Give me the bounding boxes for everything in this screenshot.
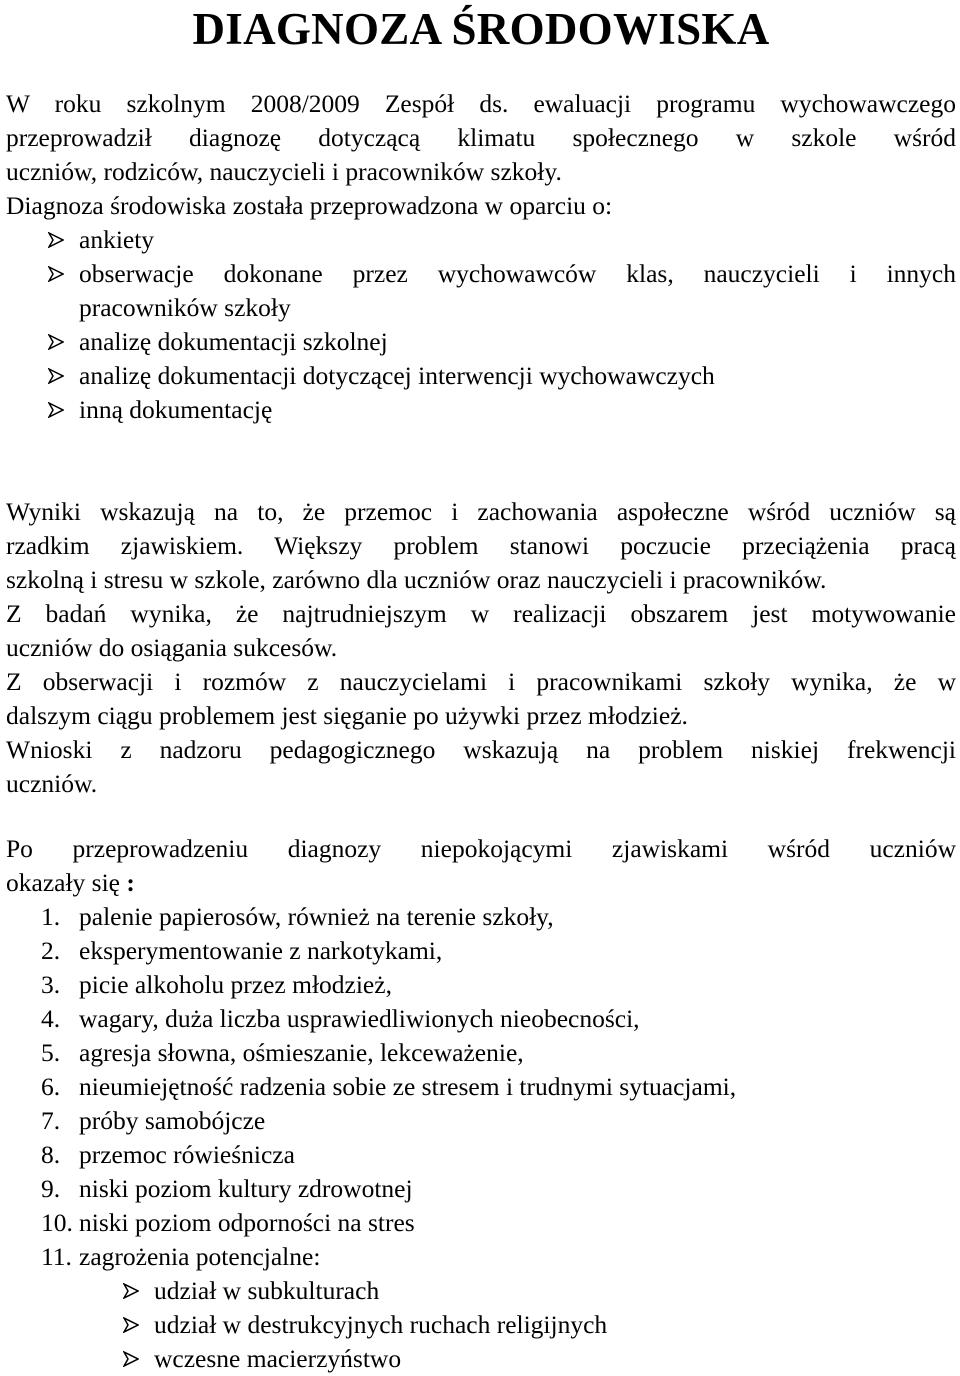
paragraph-line: Z obserwacji i rozmów z nauczycielami i pracownikami szkoły wynika, że w	[6, 667, 956, 696]
intro-section	[6, 87, 956, 427]
arrow-bullet-icon	[48, 266, 64, 282]
paragraph-line: szkolną i stresu w szkole, zarówno dla uczniów oraz nauczycieli i pracowników.	[6, 565, 827, 594]
paragraph-line: Z badań wynika, że najtrudniejszym w realizacji obszarem jest motywowanie	[6, 599, 956, 628]
list-item-text: udział w subkulturach	[154, 1276, 380, 1305]
list-item	[6, 1104, 956, 1138]
list-number: 9.	[41, 1174, 61, 1203]
paragraph-line: uczniów.	[6, 769, 98, 798]
list-item-text: przemoc rówieśnicza	[79, 1140, 295, 1169]
arrow-bullet-icon	[123, 1317, 139, 1333]
conclusion-text: okazały się	[6, 868, 120, 897]
list-item	[6, 1274, 956, 1308]
list-number: 2.	[41, 936, 61, 965]
arrow-bullet-icon	[48, 402, 64, 418]
list-item-text: agresja słowna, ośmieszanie, lekceważenie,	[79, 1038, 524, 1067]
list-item	[6, 934, 956, 968]
list-number: 7.	[41, 1106, 61, 1135]
list-item	[6, 223, 956, 257]
conclusion-colon: :	[120, 868, 135, 897]
arrow-bullet-icon	[48, 368, 64, 384]
arrow-bullet-icon	[123, 1351, 139, 1367]
threats-list	[6, 1274, 956, 1376]
paragraph-line: rzadkim zjawiskiem. Większy problem stanowi poczucie przeciążenia pracą	[6, 531, 956, 560]
intro-line: Diagnoza środowiska została przeprowadzona w oparciu o:	[6, 191, 613, 220]
list-item-text: niski poziom odporności na stres	[79, 1208, 415, 1237]
paragraph-line: dalszym ciągu problemem jest sięganie po używki przez młodzież.	[6, 701, 688, 730]
paragraph-line: uczniów do osiągania sukcesów.	[6, 633, 338, 662]
list-item-text: udział w destrukcyjnych ruchach religijnych	[154, 1310, 608, 1339]
paragraph-line: Wnioski z nadzoru pedagogicznego wskazują na problem niskiej frekwencji	[6, 735, 956, 764]
list-item-text: pracowników szkoły	[79, 293, 291, 322]
arrow-bullet-icon	[123, 1283, 139, 1299]
list-item-text: próby samobójcze	[79, 1106, 266, 1135]
results-section	[6, 495, 956, 801]
list-item-text: zagrożenia potencjalne:	[79, 1242, 321, 1271]
list-item-text: eksperymentowanie z narkotykami,	[79, 936, 443, 965]
list-number: 5.	[41, 1038, 61, 1067]
list-number: 6.	[41, 1072, 61, 1101]
paragraph-line: Po przeprowadzeniu diagnozy niepokojącymi zjawiskami wśród uczniów	[6, 834, 956, 863]
intro-line: W roku szkolnym 2008/2009 Zespół ds. ewaluacji programu wychowawczego	[6, 89, 956, 118]
list-item	[6, 968, 956, 1002]
arrow-bullet-icon	[48, 334, 64, 350]
list-item	[6, 1138, 956, 1172]
list-item-text: analizę dokumentacji szkolnej	[79, 327, 388, 356]
paragraph-line: Wyniki wskazują na to, że przemoc i zachowania aspołeczne wśród uczniów są	[6, 497, 956, 526]
list-item	[6, 1172, 956, 1206]
list-item-text: wagary, duża liczba usprawiedliwionych nieobecności,	[79, 1004, 640, 1033]
arrow-bullet-icon	[48, 232, 64, 248]
conclusion-section	[6, 832, 956, 1376]
list-item	[6, 1070, 956, 1104]
list-item-text: obserwacje dokonane przez wychowawców klas, nauczycieli i innych	[79, 259, 956, 288]
paragraph-line	[6, 866, 956, 900]
list-item	[6, 900, 956, 934]
list-item-text: nieumiejętność radzenia sobie ze stresem i trudnymi sytuacjami,	[79, 1072, 737, 1101]
list-item	[6, 1342, 956, 1376]
list-item-text: niski poziom kultury zdrowotnej	[79, 1174, 413, 1203]
list-item	[6, 1206, 956, 1240]
list-number: 1.	[41, 902, 61, 931]
list-item	[6, 1002, 956, 1036]
page-title: DIAGNOZA ŚRODOWISKA	[192, 4, 770, 54]
intro-line: przeprowadził diagnozę dotyczącą klimatu społecznego w szkole wśród	[6, 123, 956, 152]
list-item	[6, 1036, 956, 1070]
list-item-text: analizę dokumentacji dotyczącej interwencji wychowawczych	[79, 361, 715, 390]
list-number: 8.	[41, 1140, 61, 1169]
list-item-text: picie alkoholu przez młodzież,	[79, 970, 392, 999]
list-item	[6, 1240, 956, 1274]
methods-list	[6, 223, 956, 427]
list-item-text: ankiety	[79, 225, 155, 254]
list-number: 11.	[41, 1242, 72, 1271]
list-item-text: wczesne macierzyństwo	[154, 1344, 402, 1373]
list-item-text: inną dokumentację	[79, 395, 273, 424]
list-number: 4.	[41, 1004, 61, 1033]
list-number: 10.	[41, 1208, 73, 1237]
list-item	[6, 257, 956, 325]
intro-line: uczniów, rodziców, nauczycieli i pracowników szkoły.	[6, 157, 562, 186]
list-item-text: palenie papierosów, również na terenie szkoły,	[79, 902, 554, 931]
list-item	[6, 325, 956, 359]
list-number: 3.	[41, 970, 61, 999]
list-item	[6, 1308, 956, 1342]
phenomena-list	[6, 900, 956, 1274]
list-item	[6, 393, 956, 427]
list-item	[6, 359, 956, 393]
